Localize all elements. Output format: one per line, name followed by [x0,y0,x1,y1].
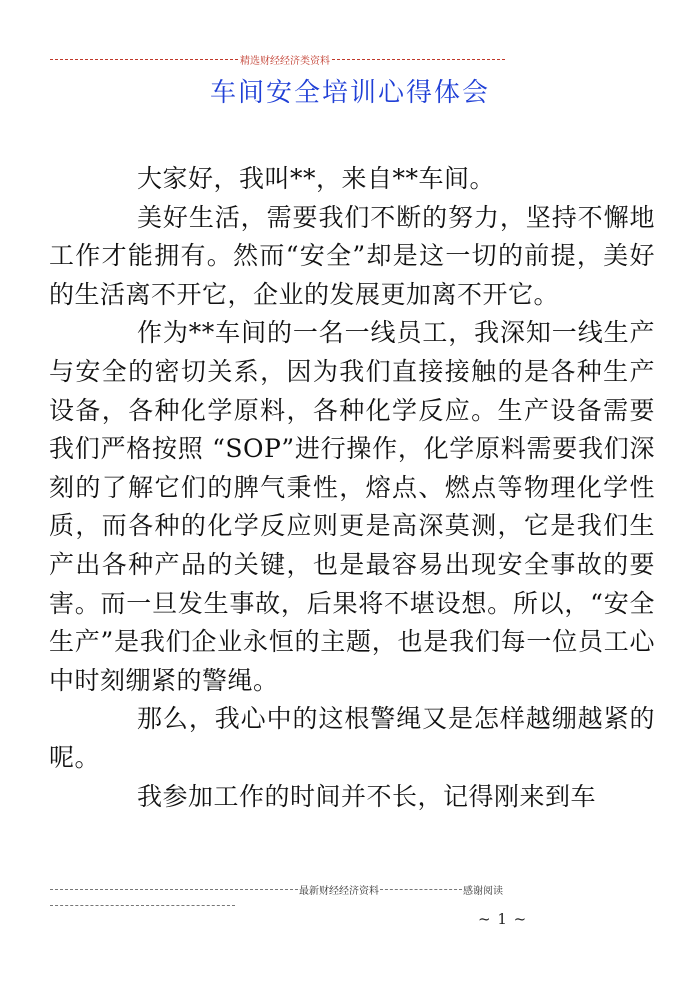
paragraph-question: 那么，我心中的这根警绳又是怎样越绷越紧的呢。 [49,704,655,772]
footer-label-main: 最新财经经济资料 [299,885,379,897]
document-title: 车间安全培训心得体会 [209,78,490,108]
paragraph-greeting: 大家好，我叫**，来自**车间。 [137,164,496,193]
paragraph-experience: 我参加工作的时间并不长，记得刚来到车 [137,781,597,811]
paragraph-intro: 美好生活，需要我们不断的努力，坚持不懈地工作才能拥有。然而“安全”却是这一切的前提，美好的生活离不开它，企业的发展更加离不开它。 [49,202,655,309]
header-dash-left [50,59,238,60]
footer-dash-middle [380,889,462,890]
paragraph-frontline: 作为**车间的一名一线员工，我深知一线生产与安全的密切关系，因为我们直接接触的是各种生产设备，各种化学原料，各种化学反应。生产设备需要我们严格按照 “SOP”进行操作，化学原料需要我们深刻的了解它们的脾气秉性，熔点、燃点等物理化学性质，而各种的化学反应则更是高深莫测，它是我们生产出各种产品的关键，也是最容易出现安全事故的要害。而一旦发生事故，后果将不堪设想。所以，“安全生产”是我们企业永恒的主题，也是我们每一位员工心中时刻绷紧的警绳。 [49,318,655,695]
header-dash-right [332,59,505,60]
footer-rule [50,882,610,896]
page-number: ~ 1 ~ [478,910,528,928]
header-rule [50,52,505,66]
footer-dash-second-line [50,905,235,906]
header-label: 精选财经经济类资料 [240,55,330,67]
footer-label-thanks: 感谢阅读 [463,885,503,897]
document-body [49,160,655,816]
footer-dash-left [50,889,298,890]
